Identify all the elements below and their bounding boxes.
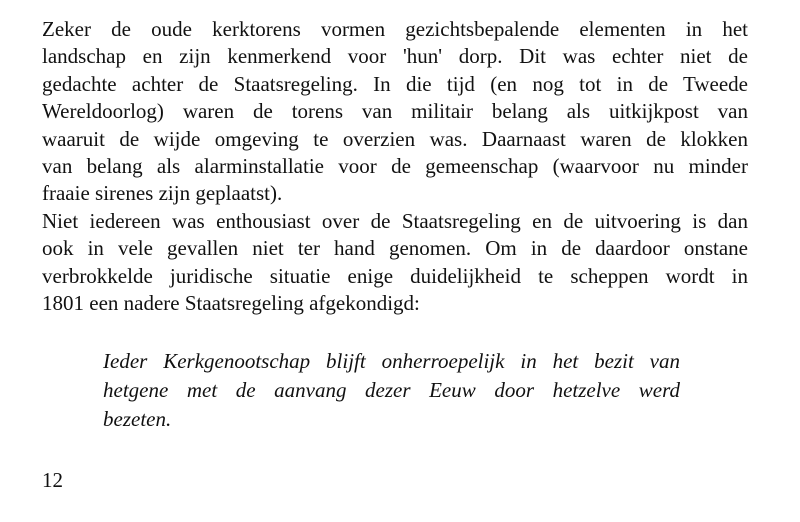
quote-line: hetgene met de aanvang dezer Eeuw door hetzelve werd	[103, 378, 680, 402]
paragraph-line: 1801 een nadere Staatsregeling afgekondigd:	[42, 290, 420, 315]
paragraph-line: Niet iedereen was enthousiast over de Staatsregeling en de uitvoering is dan	[42, 208, 748, 233]
page-number: 12	[42, 468, 63, 492]
body-text	[42, 16, 748, 317]
paragraph-line: van belang als alarminstallatie voor de gemeenschap (waarvoor nu minder	[42, 153, 748, 178]
paragraph-line: waaruit de wijde omgeving te overzien was. Daarnaast waren de klokken	[42, 126, 748, 151]
paragraph-line: Zeker de oude kerktorens vormen gezichtsbepalende elementen in het	[42, 17, 748, 41]
paragraph-line: gedachte achter de Staatsregeling. In die tijd (en nog tot in de Tweede	[42, 71, 748, 96]
block-quote	[103, 347, 680, 434]
paragraph-line: landschap en zijn kenmerkend voor 'hun' dorp. Dit was echter niet de	[42, 44, 748, 69]
paragraph-line: verbrokkelde juridische situatie enige duidelijkheid te scheppen wordt in	[42, 263, 748, 288]
paragraph-line: fraaie sirenes zijn geplaatst).	[42, 181, 283, 206]
paragraph-line: ook in vele gevallen niet ter hand genomen. Om in de daardoor onstane	[42, 236, 748, 261]
quote-line: Ieder Kerkgenootschap blijft onherroepelijk in het bezit van	[103, 349, 680, 373]
paragraph-line: Wereldoorlog) waren de torens van militair belang als uitkijkpost van	[42, 99, 748, 124]
paragraph-1	[42, 16, 748, 208]
paragraph-2	[42, 208, 748, 318]
quote-line: bezeten.	[103, 407, 172, 431]
